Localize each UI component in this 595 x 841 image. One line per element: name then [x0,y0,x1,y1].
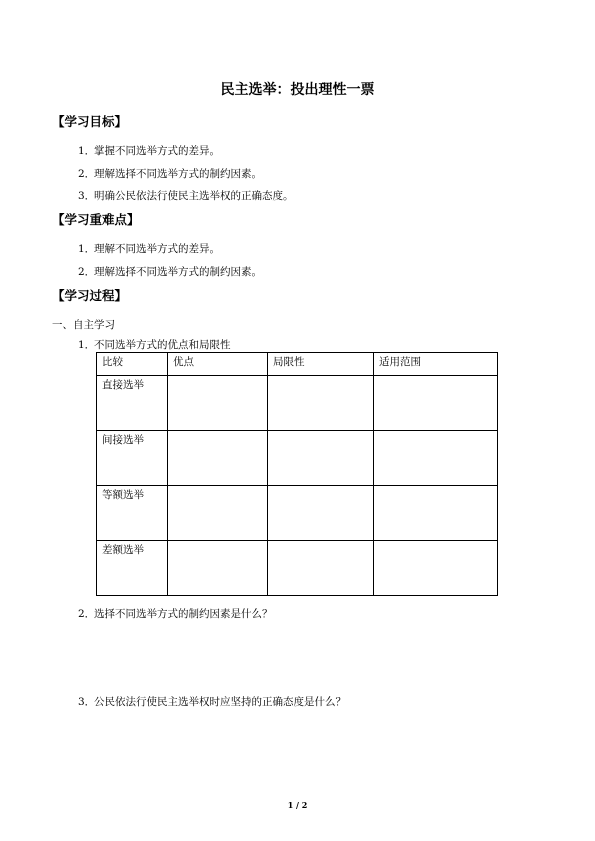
table-cell-blank[interactable] [374,486,498,541]
question-2 [78,606,273,621]
table-header-cell: 适用范围 [374,353,498,376]
table-row-label: 差额选举 [97,541,168,596]
question-1 [78,337,231,352]
goal-item-number: 2． [78,168,96,180]
key-point-number: 1． [78,243,96,255]
table-cell-blank[interactable] [374,431,498,486]
key-point-number: 2． [78,266,96,278]
table-cell-blank[interactable] [268,541,374,596]
table-cell-blank[interactable] [268,376,374,431]
key-point-text: 理解选择不同选举方式的制约因素。 [94,266,262,278]
table-header-cell: 局限性 [268,353,374,376]
goal-item-3 [78,188,294,203]
question-text: 不同选举方式的优点和局限性 [94,339,231,351]
goal-item-text: 明确公民依法行使民主选举权的正确态度。 [94,190,294,202]
question-text: 选择不同选举方式的制约因素是什么？ [94,608,273,620]
table-row-label: 直接选举 [97,376,168,431]
table-row [97,431,498,486]
question-number: 2． [78,608,96,620]
goal-item-1 [78,143,220,158]
table-cell-blank[interactable] [168,486,268,541]
table-cell-blank[interactable] [168,376,268,431]
question-number: 1． [78,339,96,351]
goal-item-text: 掌握不同选举方式的差异。 [94,145,220,157]
comparison-table [96,352,498,596]
table-row-label: 等额选举 [97,486,168,541]
table-cell-blank[interactable] [268,431,374,486]
question-number: 3． [78,696,96,708]
key-point-item-1 [78,241,220,256]
table-cell-blank[interactable] [268,486,374,541]
key-point-item-2 [78,264,262,279]
goal-item-text: 理解选择不同选举方式的制约因素。 [94,168,262,180]
section-heading-process: 【学习过程】 [52,288,128,303]
table-row [97,376,498,431]
subheading-self-study: 一、自主学习 [52,319,115,331]
table-header-cell: 优点 [168,353,268,376]
table-row-label: 间接选举 [97,431,168,486]
section-heading-key-points: 【学习重难点】 [52,212,140,227]
goal-item-number: 3． [78,190,96,202]
table-row [97,486,498,541]
goal-item-number: 1． [78,145,96,157]
question-3 [78,694,346,709]
table-cell-blank[interactable] [374,541,498,596]
section-heading-goals: 【学习目标】 [52,114,128,129]
table-row [97,541,498,596]
goal-item-2 [78,166,262,181]
key-point-text: 理解不同选举方式的差异。 [94,243,220,255]
page-title: 民主选举：投出理性一票 [220,82,375,98]
table-cell-blank[interactable] [168,431,268,486]
table-cell-blank[interactable] [374,376,498,431]
question-text: 公民依法行使民主选举权时应坚持的正确态度是什么？ [94,696,346,708]
table-cell-blank[interactable] [168,541,268,596]
table-header-row [97,353,498,376]
table-header-cell: 比较 [97,353,168,376]
page-number: 1 / 2 [287,800,308,810]
